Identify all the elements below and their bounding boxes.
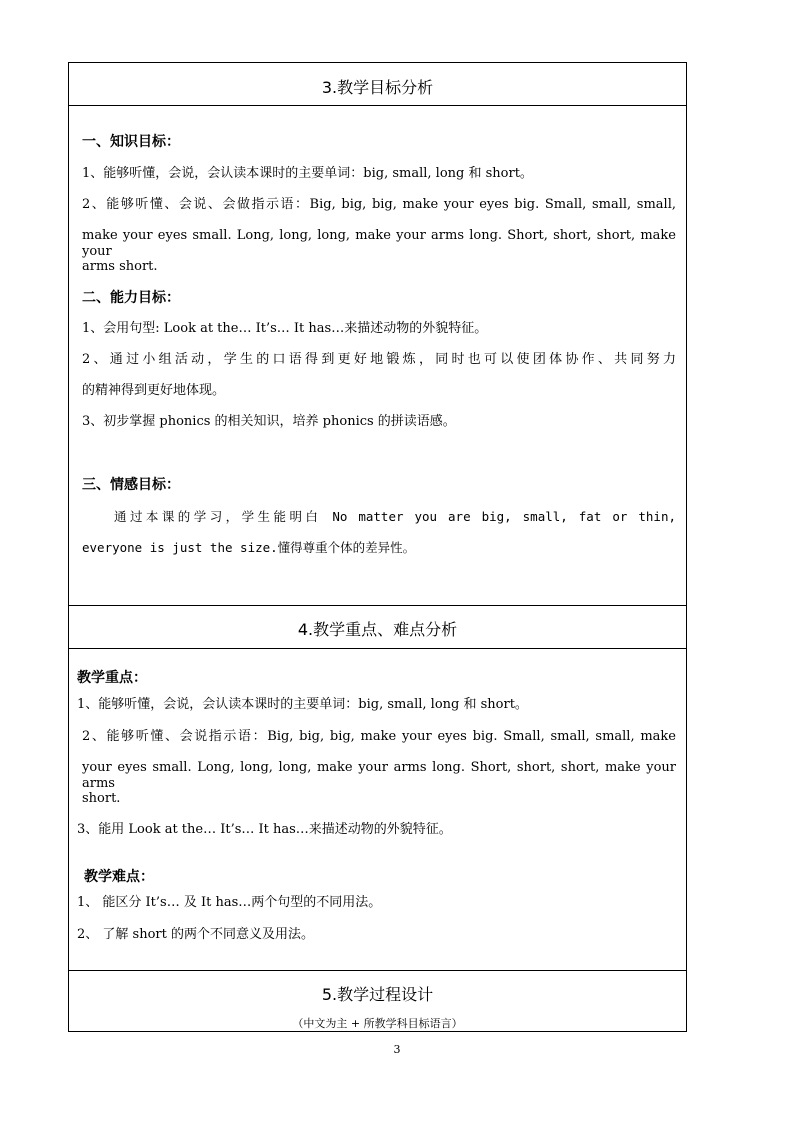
lesson-plan-table [68,62,687,1032]
divider [69,105,686,106]
ability-goals-heading: 二、能力目标： [82,290,180,306]
ability-goal-2-line1: 2、通过小组活动，学生的口语得到更好地锻炼，同时也可以使团体协作、共同努力 [82,352,676,367]
key-point-2-line1: 2、能够听懂、会说指示语：Big, big, big, make your eyes big. Small, small, small, make [82,729,676,744]
knowledge-goal-1: 1、能够听懂，会说，会认读本课时的主要单词：big, small, long 和 short。 [82,166,533,181]
ability-goal-2-line2: 的精神得到更好地体现。 [82,383,226,398]
divider [69,970,686,971]
section-5-title: 5.教学过程设计 [321,985,434,1004]
emotion-goal-line2: everyone is just the size.懂得尊重个体的差异性。 [82,540,416,555]
knowledge-goal-2-line3: arms short. [82,259,158,274]
knowledge-goal-2-line1: 2、能够听懂、会说、会做指示语：Big, big, big, make your eyes big. Small, small, small, [82,197,676,212]
emotion-goals-heading: 三、情感目标： [82,477,180,493]
page-number: 3 [393,1043,401,1056]
knowledge-goals-heading: 一、知识目标： [82,134,180,150]
section-3-title: 3.教学目标分析 [321,78,434,97]
key-point-3: 3、能用 Look at the… It’s… It has…来描述动物的外貌特征。 [77,822,452,837]
emotion-goal-line1: 通过本课的学习，学生能明白 No matter you are big, small, fat or thin, [114,509,676,524]
key-points-heading: 教学重点： [77,670,147,686]
divider [69,648,686,649]
knowledge-goal-2-line2: make your eyes small. Long, long, long, make your arms long. Short, short, short, make your [82,228,676,259]
ability-goal-3: 3、初步掌握 phonics 的相关知识，培养 phonics 的拼读语感。 [82,414,456,429]
difficult-point-2: 2、 了解 short 的两个不同意义及用法。 [77,927,314,942]
difficult-point-1: 1、 能区分 It’s… 及 It has…两个句型的不同用法。 [77,895,382,910]
section-4-title: 4.教学重点、难点分析 [297,620,458,639]
key-point-1: 1、能够听懂，会说，会认读本课时的主要单词：big, small, long 和 short。 [77,697,528,712]
section-5-subtitle: （中文为主 + 所教学科目标语言） [292,1017,463,1030]
difficult-points-heading: 教学难点： [84,869,154,885]
divider [69,605,686,606]
key-point-2-line3: short. [82,791,121,806]
key-point-2-line2: your eyes small. Long, long, long, make your arms long. Short, short, short, make your arms [82,760,676,791]
ability-goal-1: 1、会用句型: Look at the… It’s… It has…来描述动物的外貌特征。 [82,321,488,336]
